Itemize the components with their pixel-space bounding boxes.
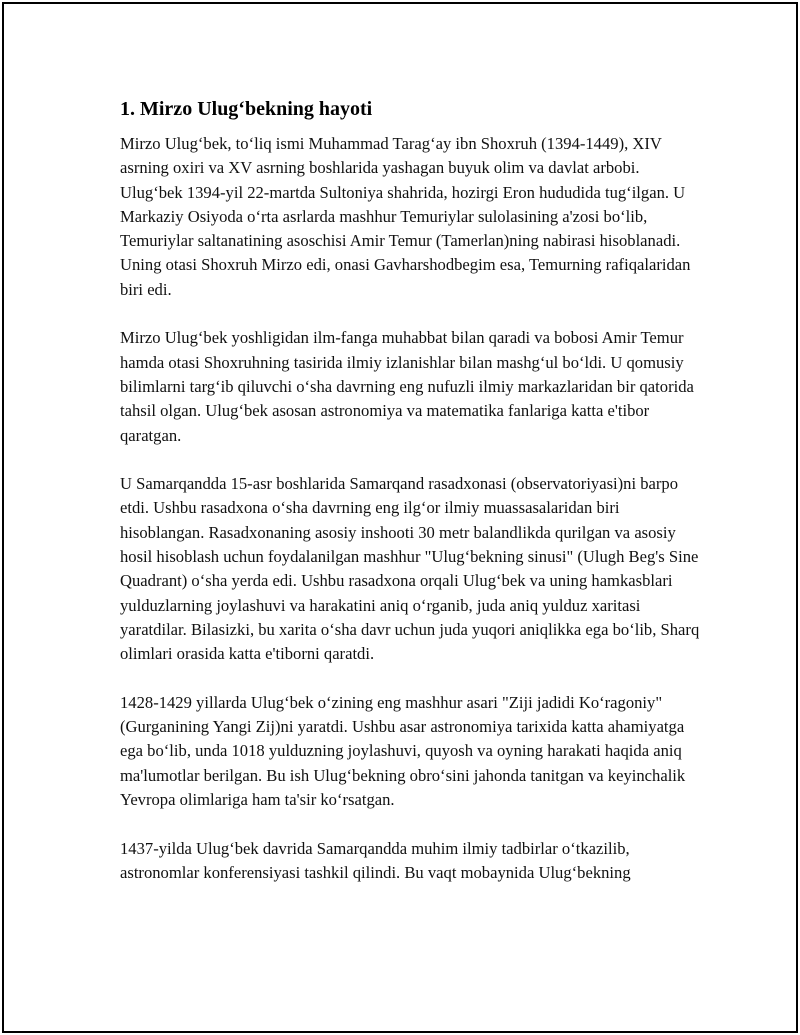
document-body (120, 96, 700, 910)
paragraph-birth: Mirzo Ulug‘bek, to‘liq ismi Muhammad Tarag‘ay ibn Shoxruh (1394-1449), XIV asrning oxiri va XV asrning boshlarida yashagan buyuk olim va davlat arbobi. Ulug‘bek 1394-yil 22-martda Sultoniya shahrida, hozirgi Eron hududida tug‘ilgan. U Markaziy Osiyoda o‘rta asrlarda mashhur Temuriylar sulolasining a'zosi bo‘lib, Temuriylar saltanatining asoschisi Amir Temur (Tamerlan)ning nabirasi hisoblanadi. Uning otasi Shoxruh Mirzo edi, onasi Gavharshodbegim esa, Temurning rafiqalaridan biri edi. (120, 134, 691, 299)
document-page (2, 2, 798, 1033)
paragraph-observatory: U Samarqandda 15-asr boshlarida Samarqand rasadxonasi (observatoriyasi)ni barpo etdi. Ushbu rasadxona o‘sha davrning eng ilg‘or ilmiy muassasalaridan biri hisoblangan. Rasadxonaning asosiy inshooti 30 metr balandlikda qurilgan va asosiy hosil hisoblash uchun foydalanilgan mashhur "Ulug‘bekning sinusi" (Ulugh Beg's Sine Quadrant) o‘sha yerda edi. Ushbu rasadxona orqali Ulug‘bek va uning hamkasblari yulduzlarning joylashuvi va harakatini aniq o‘rganib, juda aniq yulduz xaritasi yaratdilar. Bilasizki, bu xarita o‘sha davr uchun juda yuqori aniqlikka ega bo‘lib, Sharq olimlari orasida katta e'tiborni qaratdi. (120, 474, 700, 664)
section-heading: 1. Mirzo Ulug‘bekning hayoti (120, 98, 373, 120)
paragraph-zij: 1428-1429 yillarda Ulug‘bek o‘zining eng mashhur asari "Ziji jadidi Ko‘ragoniy" (Gurganining Yangi Zij)ni yaratdi. Ushbu asar astronomiya tarixida katta ahamiyatga ega bo‘lib, unda 1018 yulduzning joylashuvi, quyosh va oyning harakati haqida aniq ma'lumotlar berilgan. Bu ish Ulug‘bekning obro‘sini jahonda tanitgan va keyinchalik Yevropa olimlariga ham ta'sir ko‘rsatgan. (120, 692, 686, 810)
paragraph-education: Mirzo Ulug‘bek yoshligidan ilm-fanga muhabbat bilan qaradi va bobosi Amir Temur hamda otasi Shoxruhning tasirida ilmiy izlanishlar bilan mashg‘ul bo‘ldi. U qomusiy bilimlarni targ‘ib qiluvchi o‘sha davrning eng nufuzli ilmiy markazlaridan bir qatorida tahsil olgan. Ulug‘bek asosan astronomiya va matematika fanlariga katta e'tibor qaratgan. (120, 328, 694, 445)
paragraph-conference: 1437-yilda Ulug‘bek davrida Samarqandda muhim ilmiy tadbirlar o‘tkazilib, astronomlar konferensiyasi tashkil qilindi. Bu vaqt mobaynida Ulug‘bekning (120, 838, 631, 882)
